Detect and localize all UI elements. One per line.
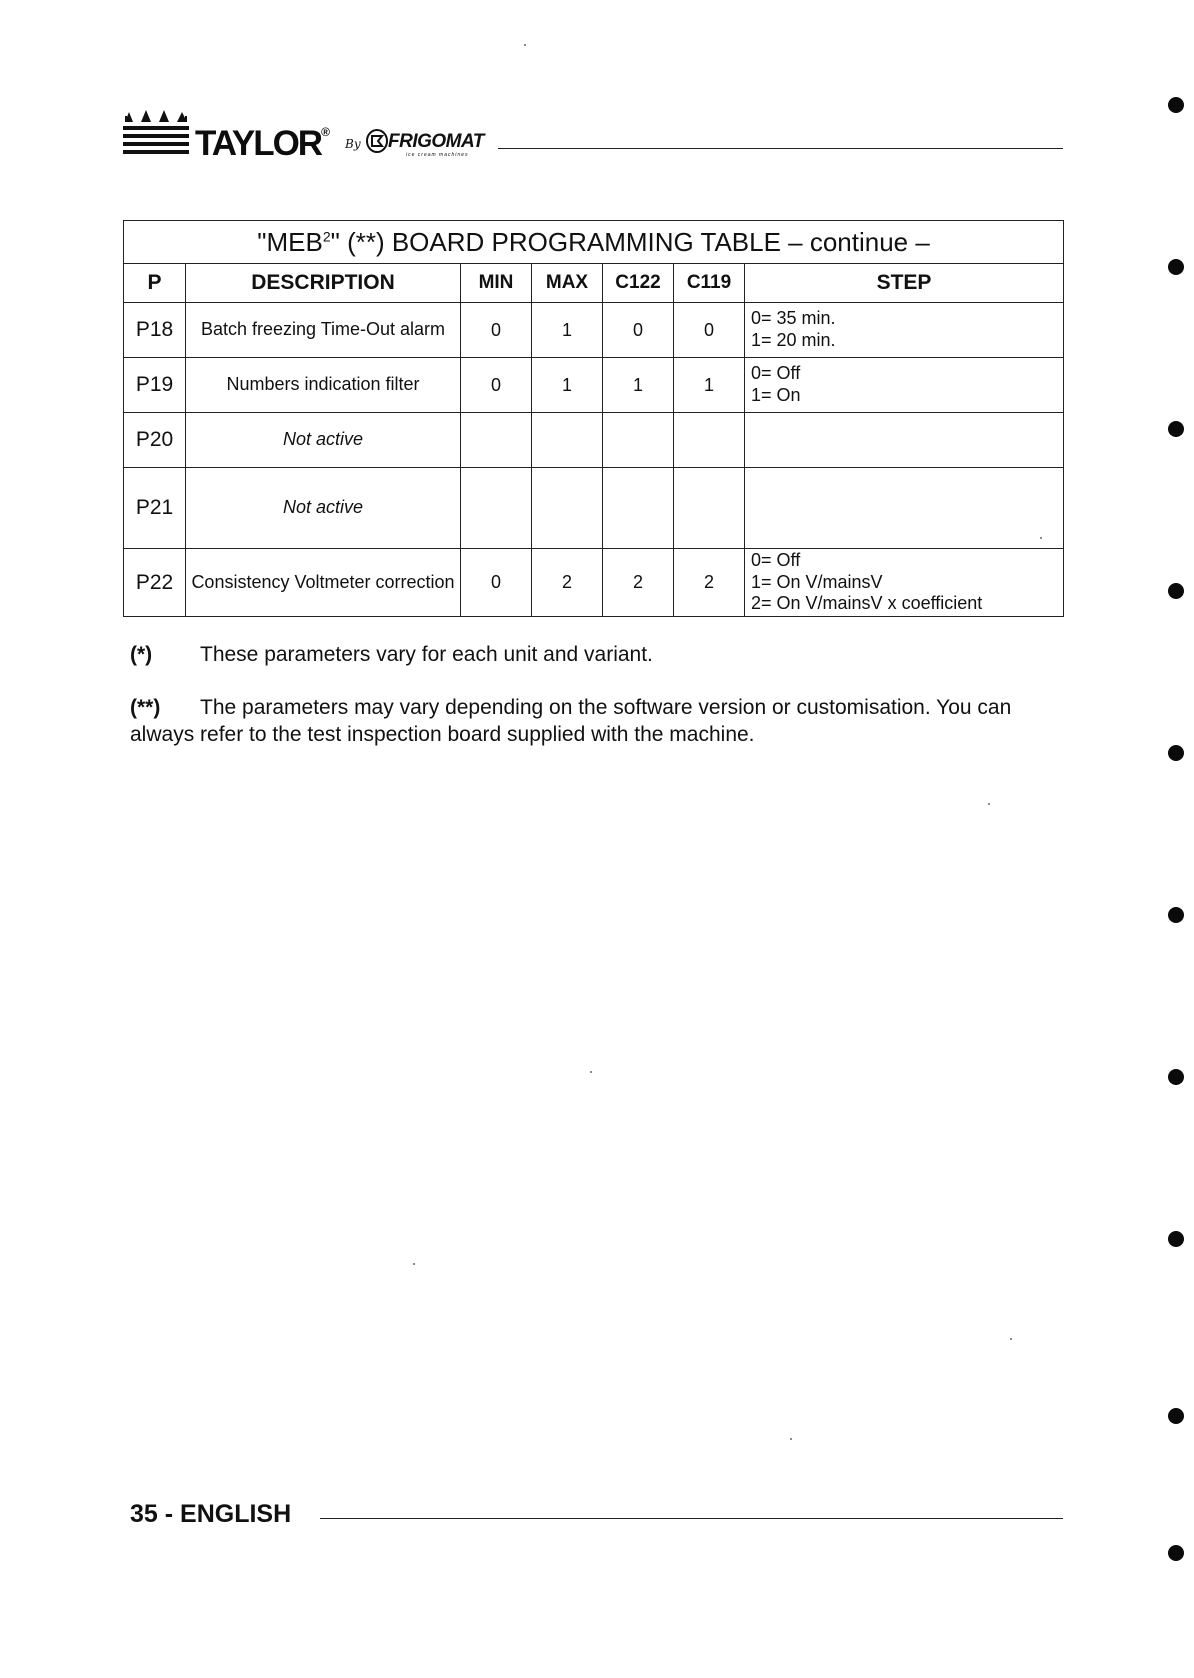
column-header-c119: C119	[674, 264, 745, 303]
table-row	[124, 468, 1064, 549]
partner-tagline: ice cream machines	[406, 152, 469, 158]
scan-speck	[524, 44, 526, 46]
footnote-single-asterisk	[130, 641, 1065, 668]
param-id: P22	[124, 549, 186, 617]
footer-rule	[320, 1518, 1063, 1519]
param-c119	[674, 468, 745, 549]
footnote-mark: (**)	[130, 696, 161, 719]
column-header-p: P	[124, 264, 186, 303]
table-title-row	[124, 221, 1064, 264]
scan-speck	[590, 1071, 592, 1073]
param-min	[461, 413, 532, 468]
param-max: 2	[532, 549, 603, 617]
scan-speck	[988, 803, 990, 805]
footnote-double-asterisk	[130, 694, 1065, 748]
param-min: 0	[461, 549, 532, 617]
param-min: 0	[461, 358, 532, 413]
param-c122: 0	[603, 303, 674, 358]
param-id: P18	[124, 303, 186, 358]
param-max	[532, 413, 603, 468]
param-max	[532, 468, 603, 549]
binder-hole-icon	[1168, 259, 1184, 275]
param-max: 1	[532, 358, 603, 413]
taylor-crown-logo-icon	[123, 108, 193, 160]
param-c119: 1	[674, 358, 745, 413]
column-header-step: STEP	[745, 264, 1064, 303]
binder-hole-icon	[1168, 745, 1184, 761]
scan-speck	[1010, 1338, 1012, 1340]
table-row	[124, 303, 1064, 358]
brand-by: By	[345, 137, 361, 151]
param-description: Numbers indication filter	[186, 358, 461, 413]
param-c119: 2	[674, 549, 745, 617]
footnote-text: The parameters may vary depending on the software version or customisation. You can always refer to the test inspection board supplied with the machine.	[130, 696, 1012, 746]
binder-hole-icon	[1168, 1069, 1184, 1085]
binder-hole-icon	[1168, 583, 1184, 599]
param-min: 0	[461, 303, 532, 358]
param-description: Batch freezing Time-Out alarm	[186, 303, 461, 358]
scan-speck	[790, 1438, 792, 1440]
binder-hole-icon	[1168, 1545, 1184, 1561]
step-line: 1= 20 min.	[751, 330, 836, 350]
param-c119	[674, 413, 745, 468]
programming-table	[123, 220, 1064, 617]
step-line: 1= On V/mainsV	[751, 571, 883, 592]
param-description: Not active	[186, 413, 461, 468]
binder-hole-icon	[1168, 97, 1184, 113]
binder-hole-icon	[1168, 907, 1184, 923]
param-id: P20	[124, 413, 186, 468]
table-header-row	[124, 264, 1064, 303]
step-line: 0= 35 min.	[751, 308, 836, 329]
frigomat-emblem-icon	[366, 128, 390, 154]
step-line: 0= Off	[751, 363, 801, 384]
table-row	[124, 413, 1064, 468]
binder-hole-icon	[1168, 1231, 1184, 1247]
column-header-description: DESCRIPTION	[186, 264, 461, 303]
column-header-max: MAX	[532, 264, 603, 303]
param-max: 1	[532, 303, 603, 358]
table-title: "MEB$^2$" (**) BOARD PROGRAMMING TABLE – continue –	[124, 221, 1064, 264]
binder-hole-icon	[1168, 421, 1184, 437]
footnote-text: These parameters vary for each unit and variant.	[200, 643, 653, 666]
table-row	[124, 549, 1064, 617]
param-step	[745, 358, 1064, 413]
param-step	[745, 413, 1064, 468]
page-number: 35 - ENGLISH	[130, 1500, 292, 1528]
column-header-c122: C122	[603, 264, 674, 303]
param-c122: 2	[603, 549, 674, 617]
partner-name: FRIGOMAT	[388, 131, 484, 152]
column-header-min: MIN	[461, 264, 532, 303]
step-line: 2= On V/mainsV x coefficient	[751, 593, 983, 614]
page-header	[123, 108, 1063, 166]
param-step	[745, 549, 1064, 617]
param-step	[745, 468, 1064, 549]
param-c122	[603, 468, 674, 549]
scan-speck	[413, 1263, 415, 1265]
table-row	[124, 358, 1064, 413]
param-step	[745, 303, 1064, 358]
step-line: 1= On	[751, 385, 801, 405]
scan-speck	[1040, 537, 1042, 539]
param-id: P21	[124, 468, 186, 549]
param-c119: 0	[674, 303, 745, 358]
param-description: Not active	[186, 468, 461, 549]
header-rule	[498, 148, 1063, 149]
param-c122	[603, 413, 674, 468]
param-id: P19	[124, 358, 186, 413]
footnote-mark: (*)	[130, 643, 153, 666]
param-c122: 1	[603, 358, 674, 413]
brand-name: TAYLOR®	[195, 124, 328, 163]
step-line: 0= Off	[751, 550, 801, 571]
param-min	[461, 468, 532, 549]
binder-hole-icon	[1168, 1408, 1184, 1424]
param-description: Consistency Voltmeter correction	[186, 549, 461, 617]
